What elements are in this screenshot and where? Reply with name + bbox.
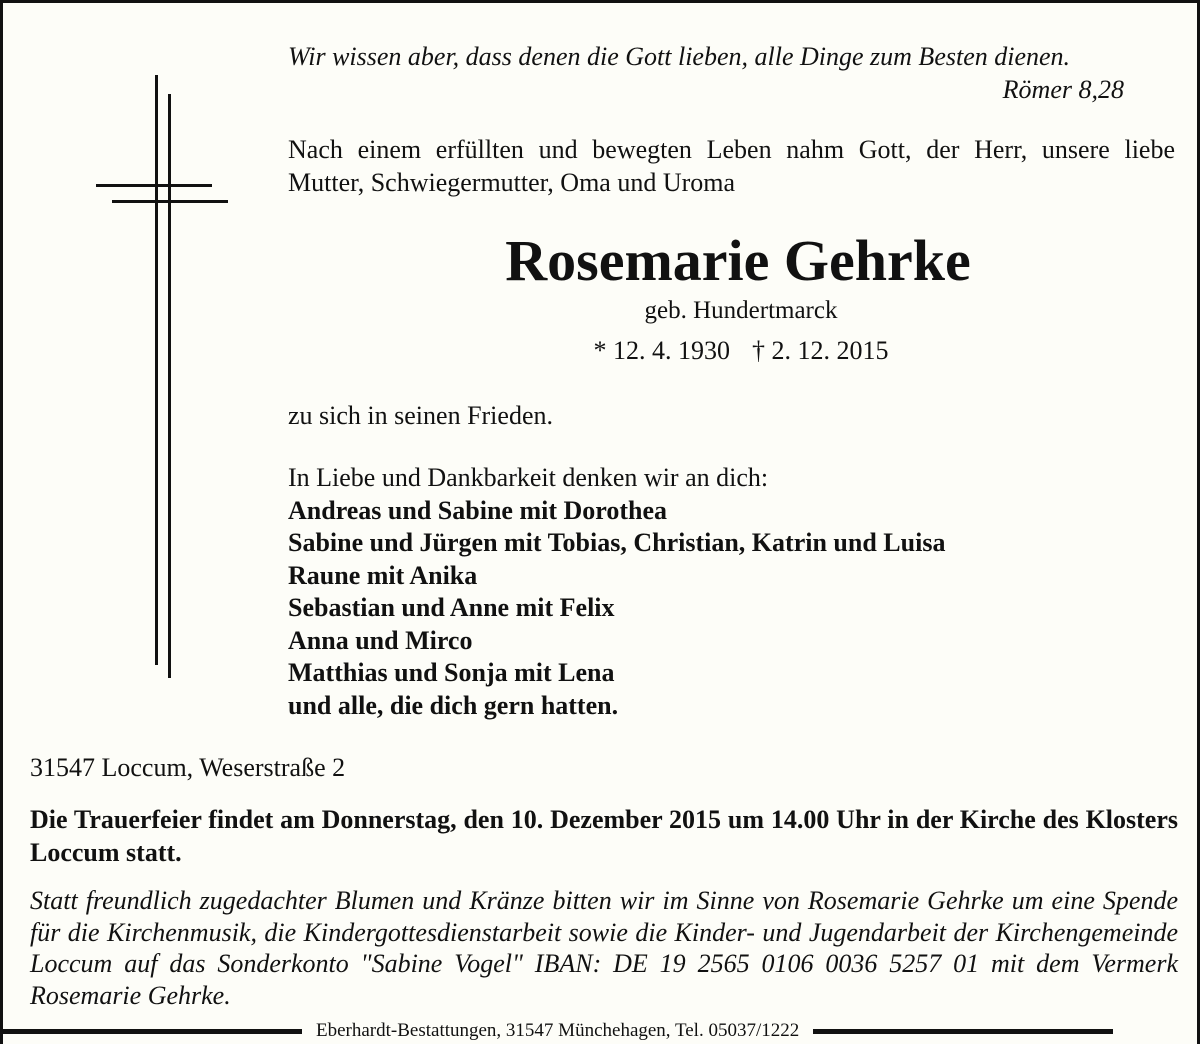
birth-date: * 12. 4. 1930 [593, 336, 730, 365]
verse-text: Wir wissen aber, dass denen die Gott lieben, alle Dinge zum Besten dienen. [288, 42, 1071, 71]
closing-phrase: zu sich in seinen Frieden. [288, 401, 553, 430]
maiden-name: geb. Hundertmarck [644, 297, 838, 324]
funeral-home-contact: Eberhardt-Bestattungen, 31547 Münchehagen, Tel. 05037/1222 [316, 1020, 800, 1041]
family-line: Matthias und Sonja mit Lena [288, 658, 615, 687]
intro-line-1: Nach einem erfüllten und bewegten Leben nahm Gott, der Herr, unsere liebe [288, 135, 1175, 164]
family-line: Sebastian und Anne mit Felix [288, 593, 615, 622]
family-line: Sabine und Jürgen mit Tobias, Christian, Katrin und Luisa [288, 528, 946, 557]
family-line: Anna und Mirco [288, 625, 473, 655]
footer [0, 1019, 1200, 1043]
family-line: Andreas und Sabine mit Dorothea [288, 495, 667, 525]
family-line: und alle, die dich gern hatten. [288, 690, 619, 720]
mourners-list [288, 462, 1168, 722]
footer-rule-right [813, 1029, 1113, 1034]
intro-line-2: Mutter, Schwiegermutter, Oma und Uroma [288, 168, 736, 197]
verse-reference: Römer 8,28 [1002, 75, 1124, 104]
deceased-name: Rosemarie Gehrke [505, 228, 971, 293]
family-line: Raune mit Anika [288, 560, 478, 590]
donation-request: Statt freundlich zugedachter Blumen und Kränze bitten wir im Sinne von Rosemarie Gehrke um eine Spende für die Kirchenmusik, die Kindergottesdienstarbeit sowie die Kinder- und Jugendarbeit der Kirchengemeinde Loccum auf das Sonderkonto "Sabine Vogel" IBAN: DE 19 2565 0106 0036 5257 01 mit dem Vermerk Rosemarie Gehrke. [30, 886, 1178, 1010]
intro-text [288, 133, 1175, 199]
death-date: † 2. 12. 2015 [752, 336, 889, 365]
mourners-lead: In Liebe und Dankbarkeit denken wir an dich: [288, 463, 769, 492]
bible-verse [288, 40, 1124, 106]
address: 31547 Loccum, Weserstraße 2 [30, 753, 346, 782]
footer-rule-left [0, 1029, 302, 1034]
life-dates [288, 335, 1194, 367]
funeral-info: Die Trauerfeier findet am Donnerstag, den 10. Dezember 2015 um 14.00 Uhr in der Kirche des Klosters Loccum statt. [30, 805, 1178, 867]
cross-icon [90, 70, 240, 690]
